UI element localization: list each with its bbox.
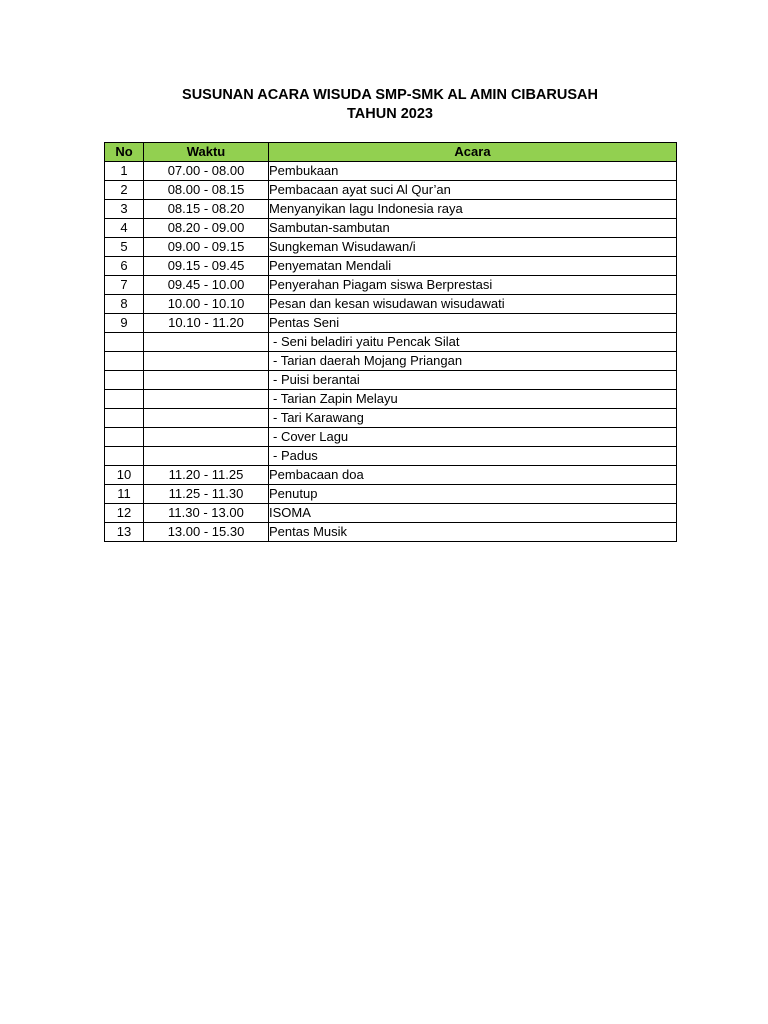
- row-number: 10: [105, 466, 144, 485]
- row-time: 09.15 - 09.45: [144, 257, 269, 276]
- row-event: Penutup: [269, 485, 677, 504]
- row-sub-event: - Padus: [269, 447, 677, 466]
- row-number: 4: [105, 219, 144, 238]
- row-number: 11: [105, 485, 144, 504]
- row-number: [105, 447, 144, 466]
- schedule-table-body: [105, 162, 677, 542]
- table-row: [105, 314, 677, 333]
- table-row: [105, 466, 677, 485]
- table-row: [105, 333, 677, 352]
- row-number: 2: [105, 181, 144, 200]
- row-sub-event: - Cover Lagu: [269, 428, 677, 447]
- row-event: Menyanyikan lagu Indonesia raya: [269, 200, 677, 219]
- header-time: Waktu: [144, 143, 269, 162]
- row-number: 13: [105, 523, 144, 542]
- row-number: 5: [105, 238, 144, 257]
- header-event: Acara: [269, 143, 677, 162]
- row-event: Sungkeman Wisudawan/i: [269, 238, 677, 257]
- table-row: [105, 371, 677, 390]
- row-number: [105, 333, 144, 352]
- table-row: [105, 200, 677, 219]
- row-sub-event: - Tarian Zapin Melayu: [269, 390, 677, 409]
- row-time: 08.20 - 09.00: [144, 219, 269, 238]
- title-line-2: TAHUN 2023: [347, 106, 433, 122]
- row-time: 08.00 - 08.15: [144, 181, 269, 200]
- row-time: [144, 428, 269, 447]
- table-row: [105, 162, 677, 181]
- row-event: ISOMA: [269, 504, 677, 523]
- row-event: Pembacaan ayat suci Al Qur’an: [269, 181, 677, 200]
- row-number: 3: [105, 200, 144, 219]
- row-sub-event: - Puisi berantai: [269, 371, 677, 390]
- title-line-1: SUSUNAN ACARA WISUDA SMP-SMK AL AMIN CIBARUSAH: [182, 87, 598, 103]
- row-event: Pesan dan kesan wisudawan wisudawati: [269, 295, 677, 314]
- row-number: 6: [105, 257, 144, 276]
- row-sub-event: - Seni beladiri yaitu Pencak Silat: [269, 333, 677, 352]
- row-number: 12: [105, 504, 144, 523]
- table-row: [105, 390, 677, 409]
- row-time: 09.00 - 09.15: [144, 238, 269, 257]
- table-row: [105, 523, 677, 542]
- row-event: Pentas Musik: [269, 523, 677, 542]
- row-time: 11.20 - 11.25: [144, 466, 269, 485]
- row-event: Sambutan-sambutan: [269, 219, 677, 238]
- table-row: [105, 257, 677, 276]
- row-sub-event: - Tarian daerah Mojang Priangan: [269, 352, 677, 371]
- row-time: 11.30 - 13.00: [144, 504, 269, 523]
- schedule-table: [104, 142, 677, 542]
- document-title: [0, 86, 768, 124]
- row-event: Pembacaan doa: [269, 466, 677, 485]
- row-number: [105, 428, 144, 447]
- row-time: [144, 447, 269, 466]
- row-time: [144, 409, 269, 428]
- row-time: 10.00 - 10.10: [144, 295, 269, 314]
- table-row: [105, 219, 677, 238]
- row-event: Penyematan Mendali: [269, 257, 677, 276]
- header-row: [105, 143, 677, 162]
- row-time: 11.25 - 11.30: [144, 485, 269, 504]
- schedule-table-header: [105, 143, 677, 162]
- row-event: Penyerahan Piagam siswa Berprestasi: [269, 276, 677, 295]
- row-number: [105, 371, 144, 390]
- row-sub-event: - Tari Karawang: [269, 409, 677, 428]
- row-number: 7: [105, 276, 144, 295]
- row-number: 1: [105, 162, 144, 181]
- row-time: [144, 352, 269, 371]
- row-event: Pentas Seni: [269, 314, 677, 333]
- table-row: [105, 485, 677, 504]
- row-time: 08.15 - 08.20: [144, 200, 269, 219]
- table-row: [105, 238, 677, 257]
- row-number: 9: [105, 314, 144, 333]
- table-row: [105, 276, 677, 295]
- table-row: [105, 181, 677, 200]
- row-time: [144, 333, 269, 352]
- table-row: [105, 352, 677, 371]
- row-time: 09.45 - 10.00: [144, 276, 269, 295]
- row-number: [105, 352, 144, 371]
- table-row: [105, 409, 677, 428]
- row-time: [144, 390, 269, 409]
- row-number: [105, 390, 144, 409]
- table-row: [105, 428, 677, 447]
- row-number: [105, 409, 144, 428]
- row-time: 07.00 - 08.00: [144, 162, 269, 181]
- table-row: [105, 504, 677, 523]
- row-time: 13.00 - 15.30: [144, 523, 269, 542]
- row-time: 10.10 - 11.20: [144, 314, 269, 333]
- table-row: [105, 295, 677, 314]
- table-row: [105, 447, 677, 466]
- row-time: [144, 371, 269, 390]
- header-no: No: [105, 143, 144, 162]
- row-event: Pembukaan: [269, 162, 677, 181]
- row-number: 8: [105, 295, 144, 314]
